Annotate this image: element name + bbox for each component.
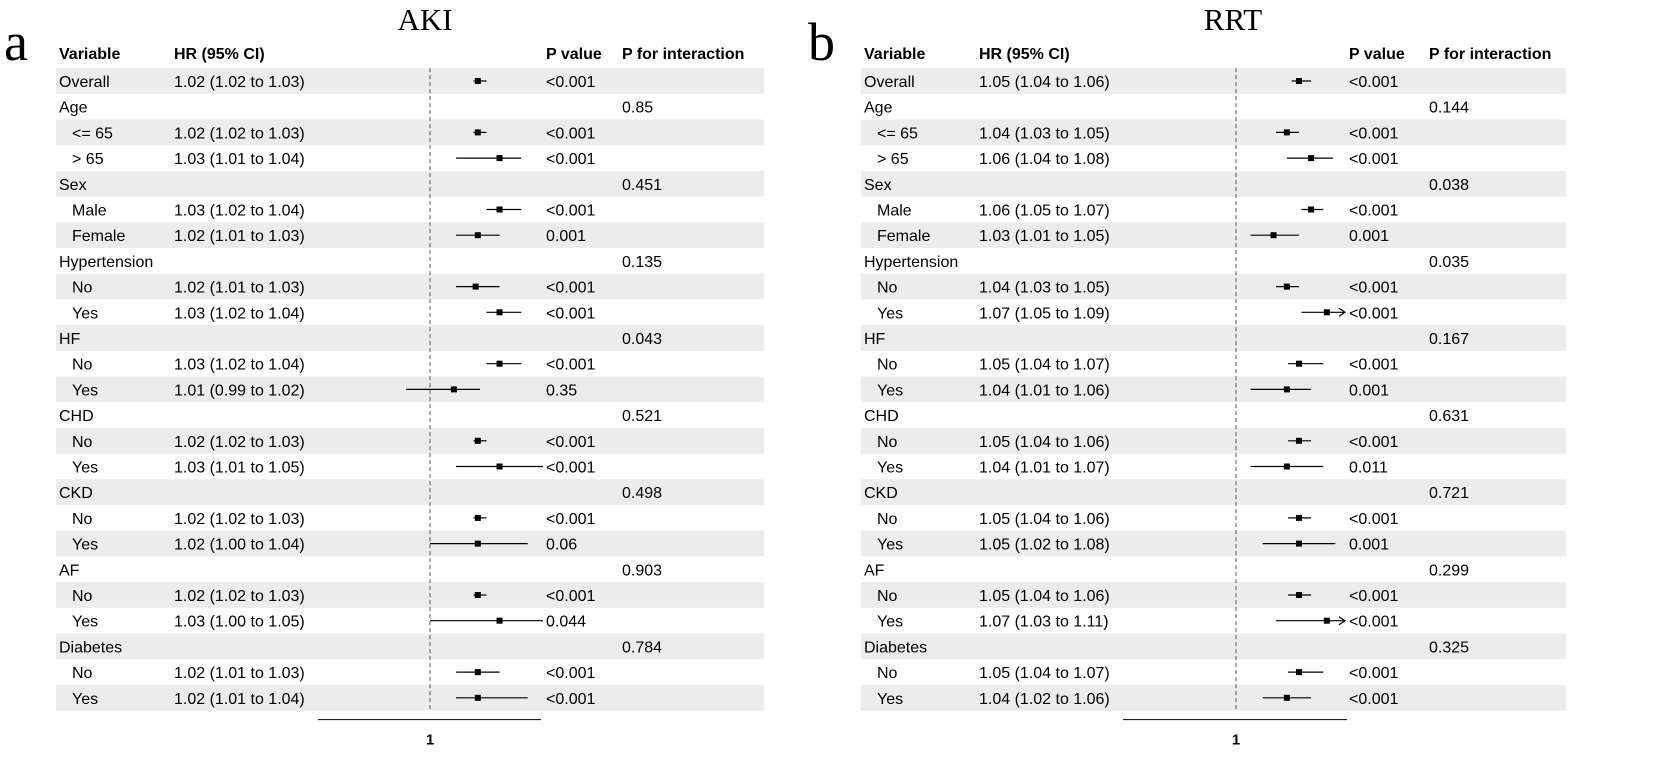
row-hr-ci: 1.04 (1.01 to 1.06) [979, 382, 1110, 400]
row-hr-ci: 1.06 (1.05 to 1.07) [979, 202, 1110, 220]
row-p-value: <0.001 [546, 305, 596, 323]
row-label: Yes [72, 690, 99, 708]
row-band [56, 531, 764, 557]
row-band [56, 68, 764, 94]
row-label: > 65 [877, 151, 909, 169]
row-hr-ci: 1.04 (1.03 to 1.05) [979, 279, 1110, 297]
row-label: Diabetes [59, 639, 123, 657]
row-band [861, 685, 1566, 711]
row-band [56, 274, 764, 300]
row-p-value: <0.001 [1349, 279, 1399, 297]
row-label: Yes [72, 382, 99, 400]
row-hr-ci: 1.02 (1.02 to 1.03) [174, 433, 305, 451]
row-label: No [72, 510, 93, 528]
row-p-value: 0.001 [546, 228, 587, 246]
row-p-interaction: 0.325 [1429, 639, 1470, 657]
row-p-value: <0.001 [546, 433, 596, 451]
row-p-value: 0.35 [546, 382, 578, 400]
panel-letter: a [4, 12, 28, 72]
row-p-value: <0.001 [546, 356, 596, 374]
row-label: CKD [59, 485, 93, 503]
row-p-value: <0.001 [1349, 510, 1399, 528]
point-estimate [497, 361, 503, 367]
row-hr-ci: 1.05 (1.04 to 1.07) [979, 356, 1110, 374]
row-band [56, 685, 764, 711]
row-hr-ci: 1.05 (1.02 to 1.08) [979, 536, 1110, 554]
row-label: Age [59, 99, 88, 117]
row-label: AF [59, 562, 80, 580]
row-hr-ci: 1.03 (1.02 to 1.04) [174, 305, 305, 323]
row-label: Yes [877, 459, 904, 477]
row-label: Yes [72, 305, 99, 323]
row-label: Male [877, 202, 912, 220]
row-band [861, 68, 1566, 94]
row-p-value: <0.001 [546, 202, 596, 220]
row-label: No [877, 356, 898, 374]
row-label: HF [864, 331, 886, 348]
row-hr-ci: 1.05 (1.04 to 1.06) [979, 588, 1110, 605]
header-hr: HR (95% CI) [174, 46, 265, 63]
point-estimate [497, 207, 503, 213]
point-estimate [475, 515, 481, 521]
row-label: Age [864, 99, 893, 117]
point-estimate [1324, 618, 1330, 624]
panel-title: RRT [1203, 2, 1263, 37]
point-estimate [1296, 592, 1302, 598]
row-p-interaction: 0.299 [1429, 562, 1470, 580]
row-p-interaction: 0.451 [622, 176, 663, 194]
row-p-interaction: 0.784 [622, 639, 663, 657]
row-hr-ci: 1.05 (1.04 to 1.06) [979, 74, 1110, 91]
point-estimate [473, 284, 479, 290]
point-estimate [475, 232, 481, 238]
row-band [861, 377, 1566, 403]
row-label: No [72, 356, 93, 374]
row-p-interaction: 0.631 [1429, 408, 1470, 426]
row-label: Yes [877, 305, 904, 323]
point-estimate [1296, 541, 1302, 547]
x-tick-label: 1 [1231, 731, 1241, 749]
row-p-value: <0.001 [1349, 613, 1399, 631]
point-estimate [1308, 155, 1314, 161]
row-hr-ci: 1.04 (1.02 to 1.06) [979, 690, 1110, 708]
row-band [56, 120, 764, 146]
row-p-value: <0.001 [546, 279, 596, 297]
row-band [56, 428, 764, 454]
row-hr-ci: 1.03 (1.01 to 1.05) [979, 228, 1110, 246]
row-p-value: <0.001 [1349, 665, 1399, 683]
row-p-value: <0.001 [1349, 433, 1399, 451]
header-variable: Variable [59, 46, 121, 63]
row-label: No [72, 665, 93, 683]
row-p-value: 0.044 [546, 613, 587, 631]
row-hr-ci: 1.02 (1.01 to 1.03) [174, 228, 305, 246]
row-label: Overall [864, 74, 915, 91]
row-hr-ci: 1.05 (1.04 to 1.07) [979, 665, 1110, 683]
row-hr-ci: 1.07 (1.05 to 1.09) [979, 305, 1110, 323]
row-label: Overall [59, 74, 110, 91]
row-label: No [72, 588, 93, 605]
point-estimate [497, 618, 503, 624]
point-estimate [1284, 284, 1290, 290]
panel-title: AKI [397, 2, 453, 37]
row-label: Yes [72, 459, 99, 477]
row-hr-ci: 1.03 (1.01 to 1.05) [174, 459, 305, 477]
row-hr-ci: 1.03 (1.01 to 1.04) [174, 151, 305, 169]
row-p-value: <0.001 [1349, 125, 1399, 143]
row-band [861, 222, 1566, 248]
row-hr-ci: 1.05 (1.04 to 1.06) [979, 510, 1110, 528]
row-hr-ci: 1.02 (1.02 to 1.03) [174, 588, 305, 605]
row-p-value: <0.001 [546, 510, 596, 528]
row-label: Yes [877, 536, 904, 554]
row-p-value: <0.001 [546, 74, 596, 91]
row-label: Hypertension [864, 253, 959, 271]
row-label: CHD [864, 408, 899, 426]
row-label: Sex [864, 176, 892, 194]
row-p-value: 0.001 [1349, 382, 1390, 400]
point-estimate [475, 438, 481, 444]
row-label: HF [59, 331, 81, 348]
header-p-interaction: P for interaction [1429, 46, 1552, 63]
row-p-value: 0.001 [1349, 536, 1390, 554]
row-band [861, 120, 1566, 146]
row-label: CKD [864, 485, 898, 503]
header-p-value: P value [546, 46, 602, 63]
point-estimate [1324, 309, 1330, 315]
row-p-value: <0.001 [1349, 305, 1399, 323]
row-p-value: <0.001 [1349, 690, 1399, 708]
row-band [56, 222, 764, 248]
row-p-value: 0.001 [1349, 228, 1390, 246]
row-band [861, 531, 1566, 557]
row-label: Diabetes [864, 639, 928, 657]
row-label: Male [72, 202, 107, 220]
row-p-interaction: 0.035 [1429, 253, 1470, 271]
row-label: > 65 [72, 151, 104, 169]
row-p-value: <0.001 [1349, 74, 1399, 91]
row-hr-ci: 1.04 (1.03 to 1.05) [979, 125, 1110, 143]
point-estimate [1296, 669, 1302, 675]
row-hr-ci: 1.03 (1.00 to 1.05) [174, 613, 305, 631]
panel-letter: b [808, 12, 835, 72]
row-label: Yes [72, 536, 99, 554]
row-label: No [72, 433, 93, 451]
point-estimate [1296, 78, 1302, 84]
row-p-interaction: 0.85 [622, 99, 654, 117]
row-hr-ci: 1.07 (1.03 to 1.11) [979, 613, 1109, 631]
panel-b [808, 2, 1566, 749]
row-band [861, 274, 1566, 300]
point-estimate [1296, 438, 1302, 444]
row-hr-ci: 1.02 (1.02 to 1.03) [174, 125, 305, 143]
row-p-value: 0.011 [1349, 459, 1388, 477]
row-p-value: <0.001 [546, 459, 596, 477]
row-hr-ci: 1.04 (1.01 to 1.07) [979, 459, 1110, 477]
row-p-value: <0.001 [1349, 202, 1399, 220]
point-estimate [1271, 232, 1277, 238]
row-p-interaction: 0.721 [1429, 485, 1470, 503]
row-p-interaction: 0.144 [1429, 99, 1470, 117]
row-p-value: 0.06 [546, 536, 578, 554]
row-hr-ci: 1.05 (1.04 to 1.06) [979, 433, 1110, 451]
row-p-interaction: 0.167 [1429, 331, 1470, 348]
row-label: Yes [877, 382, 904, 400]
panel-a [4, 2, 764, 749]
point-estimate [475, 129, 481, 135]
row-p-interaction: 0.521 [622, 408, 663, 426]
row-p-value: <0.001 [546, 125, 596, 143]
row-label: No [877, 279, 898, 297]
row-label: Yes [877, 613, 904, 631]
point-estimate [1284, 464, 1290, 470]
row-p-value: <0.001 [1349, 151, 1399, 169]
row-hr-ci: 1.02 (1.01 to 1.03) [174, 665, 305, 683]
row-label: No [877, 433, 898, 451]
row-hr-ci: 1.03 (1.02 to 1.04) [174, 356, 305, 374]
row-label: <= 65 [72, 125, 113, 143]
row-label: No [877, 510, 898, 528]
row-label: AF [864, 562, 885, 580]
point-estimate [497, 309, 503, 315]
row-p-value: <0.001 [1349, 356, 1399, 374]
point-estimate [475, 541, 481, 547]
row-p-value: <0.001 [546, 588, 596, 605]
point-estimate [475, 592, 481, 598]
point-estimate [1284, 129, 1290, 135]
row-band [861, 582, 1566, 608]
row-p-value: <0.001 [546, 665, 596, 683]
row-hr-ci: 1.02 (1.02 to 1.03) [174, 510, 305, 528]
row-label: Hypertension [59, 253, 154, 271]
row-label: Sex [59, 176, 87, 194]
row-p-interaction: 0.135 [622, 253, 663, 271]
point-estimate [451, 386, 457, 392]
row-label: Female [72, 228, 126, 246]
point-estimate [1296, 515, 1302, 521]
row-label: Female [877, 228, 931, 246]
row-hr-ci: 1.02 (1.01 to 1.04) [174, 690, 305, 708]
row-band [861, 428, 1566, 454]
row-p-interaction: 0.498 [622, 485, 663, 503]
header-p-interaction: P for interaction [622, 46, 745, 63]
row-p-interaction: 0.038 [1429, 176, 1470, 194]
x-tick-label: 1 [425, 731, 435, 749]
point-estimate [497, 155, 503, 161]
row-p-value: <0.001 [1349, 588, 1399, 605]
point-estimate [475, 669, 481, 675]
point-estimate [1284, 695, 1290, 701]
row-p-value: <0.001 [546, 690, 596, 708]
point-estimate [475, 78, 481, 84]
row-label: CHD [59, 408, 94, 426]
row-band [56, 582, 764, 608]
header-p-value: P value [1349, 46, 1405, 63]
row-hr-ci: 1.02 (1.01 to 1.03) [174, 279, 305, 297]
row-hr-ci: 1.02 (1.00 to 1.04) [174, 536, 305, 554]
row-p-value: <0.001 [546, 151, 596, 169]
point-estimate [1284, 386, 1290, 392]
row-label: Yes [877, 690, 904, 708]
point-estimate [1308, 207, 1314, 213]
row-label: Yes [72, 613, 99, 631]
row-label: No [877, 665, 898, 683]
point-estimate [475, 695, 481, 701]
header-variable: Variable [864, 46, 926, 63]
row-label: No [877, 588, 898, 605]
row-label: No [72, 279, 93, 297]
row-label: <= 65 [877, 125, 918, 143]
row-hr-ci: 1.06 (1.04 to 1.08) [979, 151, 1110, 169]
row-hr-ci: 1.01 (0.99 to 1.02) [174, 382, 305, 400]
row-hr-ci: 1.02 (1.02 to 1.03) [174, 74, 305, 91]
point-estimate [497, 464, 503, 470]
row-p-interaction: 0.043 [622, 331, 663, 348]
row-p-interaction: 0.903 [622, 562, 663, 580]
point-estimate [1296, 361, 1302, 367]
header-hr: HR (95% CI) [979, 46, 1070, 63]
row-hr-ci: 1.03 (1.02 to 1.04) [174, 202, 305, 220]
